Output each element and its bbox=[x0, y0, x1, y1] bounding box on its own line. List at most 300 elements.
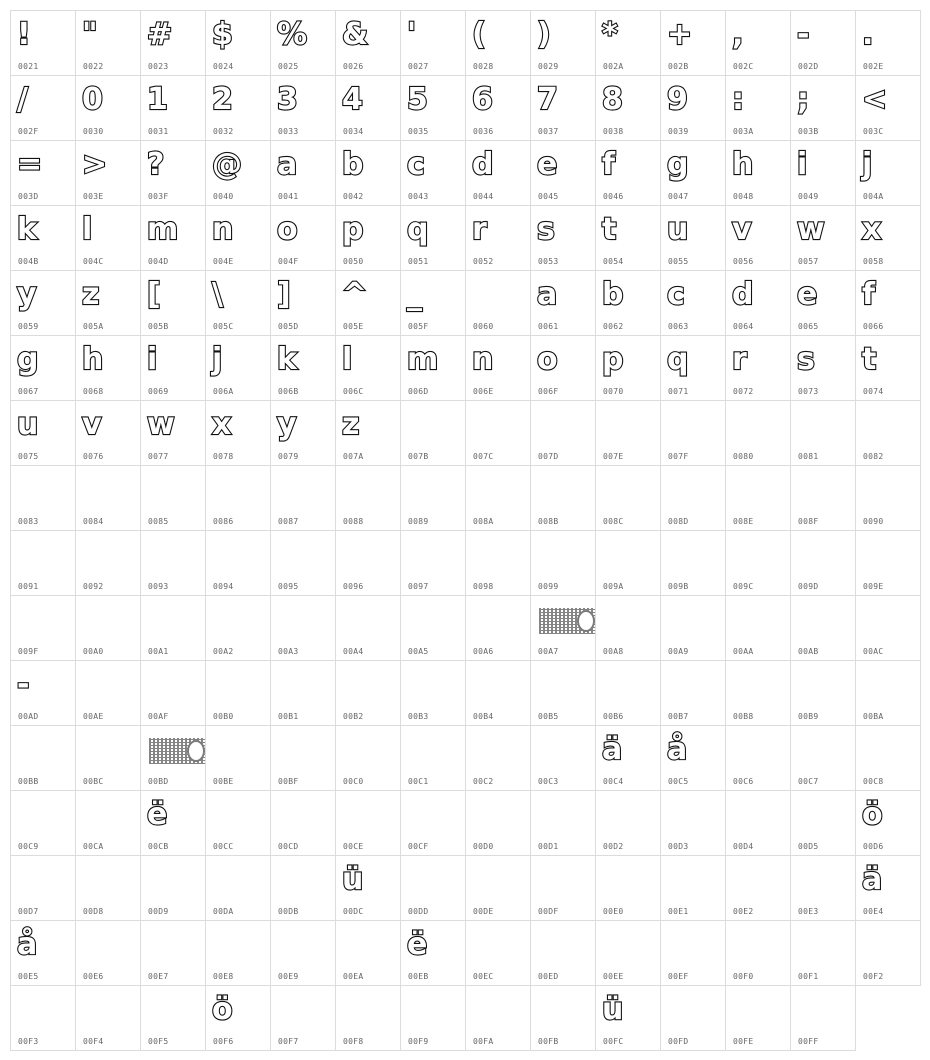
codepoint-label: 004B bbox=[18, 257, 39, 266]
codepoint-label: 00B4 bbox=[473, 712, 494, 721]
glyph-cell-00c0 bbox=[336, 726, 401, 791]
glyph-cell-0038 bbox=[596, 76, 661, 141]
codepoint-label: 00FB bbox=[538, 1037, 559, 1046]
glyph-cell-00fb bbox=[531, 986, 596, 1051]
glyph-cell-0023 bbox=[141, 11, 206, 76]
codepoint-label: 00FC bbox=[603, 1037, 624, 1046]
glyph-cell-0083 bbox=[11, 466, 76, 531]
codepoint-label: 006F bbox=[538, 387, 559, 396]
codepoint-label: 00F2 bbox=[863, 972, 884, 981]
codepoint-label: 0094 bbox=[213, 582, 234, 591]
codepoint-label: 00B9 bbox=[798, 712, 819, 721]
glyph-cell-00e9 bbox=[271, 921, 336, 986]
glyph-cell-003f bbox=[141, 141, 206, 206]
codepoint-label: 008C bbox=[603, 517, 624, 526]
codepoint-label: 0022 bbox=[83, 62, 104, 71]
glyph-char: ) bbox=[537, 17, 551, 52]
glyph-cell-005c bbox=[206, 271, 271, 336]
glyph-cell-009d bbox=[791, 531, 856, 596]
codepoint-label: 005B bbox=[148, 322, 169, 331]
codepoint-label: 0091 bbox=[18, 582, 39, 591]
codepoint-label: 0030 bbox=[83, 127, 104, 136]
glyph-cell-002a bbox=[596, 11, 661, 76]
codepoint-label: 008D bbox=[668, 517, 689, 526]
codepoint-label: 00E6 bbox=[83, 972, 104, 981]
glyph-cell-00e2 bbox=[726, 856, 791, 921]
codepoint-label: 0021 bbox=[18, 62, 39, 71]
noise-glyph-image bbox=[149, 738, 206, 764]
codepoint-label: 0095 bbox=[278, 582, 299, 591]
codepoint-label: 0097 bbox=[408, 582, 429, 591]
glyph-cell-00df bbox=[531, 856, 596, 921]
codepoint-label: 009A bbox=[603, 582, 624, 591]
glyph-cell-004a bbox=[856, 141, 921, 206]
codepoint-label: 00F5 bbox=[148, 1037, 169, 1046]
glyph-char: r bbox=[732, 342, 747, 377]
glyph-cell-00ad bbox=[11, 661, 76, 726]
glyph-cell-0069 bbox=[141, 336, 206, 401]
glyph-char: u bbox=[17, 407, 39, 442]
glyph-cell-00fa bbox=[466, 986, 531, 1051]
glyph-cell-00f3 bbox=[11, 986, 76, 1051]
codepoint-label: 00E0 bbox=[603, 907, 624, 916]
codepoint-label: 0064 bbox=[733, 322, 754, 331]
glyph-char: ë bbox=[407, 927, 428, 962]
glyph-cell-00f7 bbox=[271, 986, 336, 1051]
codepoint-label: 003A bbox=[733, 127, 754, 136]
codepoint-label: 0036 bbox=[473, 127, 494, 136]
glyph-cell-0022 bbox=[76, 11, 141, 76]
glyph-cell-005d bbox=[271, 271, 336, 336]
glyph-cell-008d bbox=[661, 466, 726, 531]
codepoint-label: 00E7 bbox=[148, 972, 169, 981]
glyph-cell-0054 bbox=[596, 206, 661, 271]
codepoint-label: 00B7 bbox=[668, 712, 689, 721]
glyph-cell-00e3 bbox=[791, 856, 856, 921]
codepoint-label: 0051 bbox=[408, 257, 429, 266]
glyph-cell-00da bbox=[206, 856, 271, 921]
glyph-cell-006e bbox=[466, 336, 531, 401]
glyph-char: < bbox=[862, 82, 888, 117]
codepoint-label: 00FE bbox=[733, 1037, 754, 1046]
noise-glyph-image bbox=[539, 608, 596, 634]
glyph-cell-00f2 bbox=[856, 921, 921, 986]
glyph-cell-00b6 bbox=[596, 661, 661, 726]
glyph-char: v bbox=[82, 407, 102, 442]
glyph-cell-00c5 bbox=[661, 726, 726, 791]
glyph-char: k bbox=[277, 342, 297, 377]
codepoint-label: 00B3 bbox=[408, 712, 429, 721]
codepoint-label: 00C0 bbox=[343, 777, 364, 786]
codepoint-label: 00E2 bbox=[733, 907, 754, 916]
glyph-cell-00ba bbox=[856, 661, 921, 726]
glyph-char: > bbox=[82, 147, 108, 182]
glyph-cell-00b1 bbox=[271, 661, 336, 726]
glyph-char: b bbox=[342, 147, 364, 182]
glyph-cell-00f5 bbox=[141, 986, 206, 1051]
codepoint-label: 0093 bbox=[148, 582, 169, 591]
glyph-cell-00e0 bbox=[596, 856, 661, 921]
glyph-cell-009e bbox=[856, 531, 921, 596]
codepoint-label: 0059 bbox=[18, 322, 39, 331]
glyph-cell-0091 bbox=[11, 531, 76, 596]
glyph-cell-00c2 bbox=[466, 726, 531, 791]
codepoint-label: 007B bbox=[408, 452, 429, 461]
glyph-cell-002b bbox=[661, 11, 726, 76]
glyph-cell-0073 bbox=[791, 336, 856, 401]
codepoint-label: 00DA bbox=[213, 907, 234, 916]
codepoint-label: 00C3 bbox=[538, 777, 559, 786]
glyph-cell-0053 bbox=[531, 206, 596, 271]
codepoint-label: 0066 bbox=[863, 322, 884, 331]
codepoint-label: 00AD bbox=[18, 712, 39, 721]
glyph-char: ; bbox=[797, 82, 809, 117]
glyph-char: a bbox=[537, 277, 558, 312]
glyph-char: x bbox=[212, 407, 232, 442]
glyph-cell-00a1 bbox=[141, 596, 206, 661]
codepoint-label: 00A0 bbox=[83, 647, 104, 656]
glyph-cell-0037 bbox=[531, 76, 596, 141]
glyph-char: # bbox=[147, 17, 173, 52]
codepoint-label: 00E1 bbox=[668, 907, 689, 916]
codepoint-label: 002C bbox=[733, 62, 754, 71]
glyph-cell-0041 bbox=[271, 141, 336, 206]
codepoint-label: 0063 bbox=[668, 322, 689, 331]
glyph-cell-00cf bbox=[401, 791, 466, 856]
codepoint-label: 00F1 bbox=[798, 972, 819, 981]
glyph-char: y bbox=[277, 407, 297, 442]
codepoint-label: 0070 bbox=[603, 387, 624, 396]
glyph-char: 7 bbox=[537, 82, 558, 117]
glyph-cell-002d bbox=[791, 11, 856, 76]
codepoint-label: 0084 bbox=[83, 517, 104, 526]
glyph-cell-00bd bbox=[141, 726, 206, 791]
codepoint-label: 00F7 bbox=[278, 1037, 299, 1046]
glyph-cell-003e bbox=[76, 141, 141, 206]
glyph-char: ü bbox=[602, 992, 624, 1027]
glyph-char: - bbox=[797, 17, 810, 52]
codepoint-label: 00A2 bbox=[213, 647, 234, 656]
glyph-cell-0049 bbox=[791, 141, 856, 206]
codepoint-label: 00E9 bbox=[278, 972, 299, 981]
glyph-cell-00fc bbox=[596, 986, 661, 1051]
glyph-char: " bbox=[82, 17, 98, 52]
codepoint-label: 0043 bbox=[408, 192, 429, 201]
codepoint-label: 007F bbox=[668, 452, 689, 461]
glyph-cell-00c6 bbox=[726, 726, 791, 791]
glyph-cell-002f bbox=[11, 76, 76, 141]
codepoint-label: 00F3 bbox=[18, 1037, 39, 1046]
codepoint-label: 00A3 bbox=[278, 647, 299, 656]
glyph-char: e bbox=[537, 147, 558, 182]
glyph-char: s bbox=[797, 342, 815, 377]
glyph-cell-00ab bbox=[791, 596, 856, 661]
codepoint-label: 00B2 bbox=[343, 712, 364, 721]
codepoint-label: 00D0 bbox=[473, 842, 494, 851]
glyph-cell-00bf bbox=[271, 726, 336, 791]
glyph-cell-0028 bbox=[466, 11, 531, 76]
glyph-char: l bbox=[82, 212, 93, 247]
glyph-char: 3 bbox=[277, 82, 298, 117]
glyph-cell-0046 bbox=[596, 141, 661, 206]
codepoint-label: 00CB bbox=[148, 842, 169, 851]
codepoint-label: 00B0 bbox=[213, 712, 234, 721]
codepoint-label: 0096 bbox=[343, 582, 364, 591]
glyph-cell-0086 bbox=[206, 466, 271, 531]
glyph-char: = bbox=[17, 147, 43, 182]
glyph-cell-005a bbox=[76, 271, 141, 336]
codepoint-label: 0041 bbox=[278, 192, 299, 201]
glyph-char: h bbox=[732, 147, 754, 182]
glyph-char: ^ bbox=[342, 277, 368, 312]
codepoint-label: 005A bbox=[83, 322, 104, 331]
glyph-cell-00a7 bbox=[531, 596, 596, 661]
codepoint-label: 003C bbox=[863, 127, 884, 136]
glyph-char: ö bbox=[862, 797, 883, 832]
glyph-char: c bbox=[407, 147, 425, 182]
glyph-cell-00ea bbox=[336, 921, 401, 986]
codepoint-label: 00D2 bbox=[603, 842, 624, 851]
glyph-char: f bbox=[602, 147, 616, 182]
codepoint-label: 0045 bbox=[538, 192, 559, 201]
codepoint-label: 004A bbox=[863, 192, 884, 201]
glyph-cell-007a bbox=[336, 401, 401, 466]
glyph-cell-00ae bbox=[76, 661, 141, 726]
glyph-cell-0078 bbox=[206, 401, 271, 466]
glyph-cell-00d3 bbox=[661, 791, 726, 856]
glyph-cell-00d1 bbox=[531, 791, 596, 856]
glyph-char: l bbox=[342, 342, 353, 377]
glyph-char: + bbox=[667, 17, 693, 52]
codepoint-label: 00EA bbox=[343, 972, 364, 981]
codepoint-label: 0060 bbox=[473, 322, 494, 331]
glyph-cell-0052 bbox=[466, 206, 531, 271]
glyph-cell-0096 bbox=[336, 531, 401, 596]
glyph-cell-00ce bbox=[336, 791, 401, 856]
glyph-char: v bbox=[732, 212, 752, 247]
glyph-cell-0065 bbox=[791, 271, 856, 336]
glyph-cell-0064 bbox=[726, 271, 791, 336]
glyph-cell-008a bbox=[466, 466, 531, 531]
glyph-char: ä bbox=[602, 732, 623, 767]
glyph-char: å bbox=[17, 927, 38, 962]
glyph-cell-0097 bbox=[401, 531, 466, 596]
codepoint-label: 0083 bbox=[18, 517, 39, 526]
codepoint-label: 0038 bbox=[603, 127, 624, 136]
codepoint-label: 00ED bbox=[538, 972, 559, 981]
codepoint-label: 006B bbox=[278, 387, 299, 396]
codepoint-label: 004C bbox=[83, 257, 104, 266]
codepoint-label: 0089 bbox=[408, 517, 429, 526]
codepoint-label: 00B1 bbox=[278, 712, 299, 721]
codepoint-label: 002E bbox=[863, 62, 884, 71]
glyph-cell-00cd bbox=[271, 791, 336, 856]
glyph-cell-00f4 bbox=[76, 986, 141, 1051]
glyph-char: ä bbox=[862, 862, 883, 897]
codepoint-label: 005C bbox=[213, 322, 234, 331]
codepoint-label: 0040 bbox=[213, 192, 234, 201]
glyph-cell-00a4 bbox=[336, 596, 401, 661]
codepoint-label: 0061 bbox=[538, 322, 559, 331]
codepoint-label: 00D3 bbox=[668, 842, 689, 851]
codepoint-label: 0047 bbox=[668, 192, 689, 201]
glyph-cell-00bc bbox=[76, 726, 141, 791]
glyph-cell-00cb bbox=[141, 791, 206, 856]
codepoint-label: 009E bbox=[863, 582, 884, 591]
glyph-char: i bbox=[797, 147, 808, 182]
glyph-cell-00aa bbox=[726, 596, 791, 661]
glyph-cell-00cc bbox=[206, 791, 271, 856]
glyph-cell-00f0 bbox=[726, 921, 791, 986]
codepoint-label: 006D bbox=[408, 387, 429, 396]
codepoint-label: 00F8 bbox=[343, 1037, 364, 1046]
codepoint-label: 0076 bbox=[83, 452, 104, 461]
codepoint-label: 00A8 bbox=[603, 647, 624, 656]
glyph-cell-0094 bbox=[206, 531, 271, 596]
glyph-char: t bbox=[862, 342, 877, 377]
codepoint-label: 00A5 bbox=[408, 647, 429, 656]
glyph-char: & bbox=[342, 17, 369, 52]
glyph-char: ' bbox=[407, 17, 417, 52]
codepoint-label: 00DE bbox=[473, 907, 494, 916]
codepoint-label: 00BC bbox=[83, 777, 104, 786]
glyph-cell-00be bbox=[206, 726, 271, 791]
codepoint-label: 00CA bbox=[83, 842, 104, 851]
glyph-char: g bbox=[667, 147, 689, 182]
glyph-char: 2 bbox=[212, 82, 233, 117]
codepoint-label: 0032 bbox=[213, 127, 234, 136]
codepoint-label: 0075 bbox=[18, 452, 39, 461]
codepoint-label: 00D7 bbox=[18, 907, 39, 916]
glyph-cell-0079 bbox=[271, 401, 336, 466]
glyph-cell-00ed bbox=[531, 921, 596, 986]
glyph-char: f bbox=[862, 277, 876, 312]
codepoint-label: 0054 bbox=[603, 257, 624, 266]
codepoint-label: 00C7 bbox=[798, 777, 819, 786]
glyph-char: 0 bbox=[82, 82, 103, 117]
glyph-char: n bbox=[472, 342, 494, 377]
glyph-char: j bbox=[862, 147, 873, 182]
codepoint-label: 002B bbox=[668, 62, 689, 71]
glyph-cell-00de bbox=[466, 856, 531, 921]
codepoint-label: 00D5 bbox=[798, 842, 819, 851]
glyph-char: w bbox=[797, 212, 825, 247]
codepoint-label: 00C8 bbox=[863, 777, 884, 786]
glyph-char: ] bbox=[277, 277, 291, 312]
glyph-char: a bbox=[277, 147, 298, 182]
codepoint-label: 00E5 bbox=[18, 972, 39, 981]
glyph-cell-0082 bbox=[856, 401, 921, 466]
glyph-cell-0044 bbox=[466, 141, 531, 206]
codepoint-label: 0031 bbox=[148, 127, 169, 136]
glyph-cell-00e8 bbox=[206, 921, 271, 986]
codepoint-label: 006C bbox=[343, 387, 364, 396]
codepoint-label: 00FD bbox=[668, 1037, 689, 1046]
glyph-cell-00d0 bbox=[466, 791, 531, 856]
codepoint-label: 00F4 bbox=[83, 1037, 104, 1046]
glyph-char: o bbox=[537, 342, 558, 377]
glyph-char: - bbox=[17, 667, 30, 702]
codepoint-label: 00B5 bbox=[538, 712, 559, 721]
glyph-char: ö bbox=[212, 992, 233, 1027]
glyph-cell-0032 bbox=[206, 76, 271, 141]
glyph-cell-006b bbox=[271, 336, 336, 401]
codepoint-label: 0068 bbox=[83, 387, 104, 396]
codepoint-label: 0062 bbox=[603, 322, 624, 331]
codepoint-label: 00F9 bbox=[408, 1037, 429, 1046]
glyph-cell-0071 bbox=[661, 336, 726, 401]
codepoint-label: 00A6 bbox=[473, 647, 494, 656]
codepoint-label: 00F6 bbox=[213, 1037, 234, 1046]
codepoint-label: 003F bbox=[148, 192, 169, 201]
glyph-cell-00ec bbox=[466, 921, 531, 986]
glyph-cell-004b bbox=[11, 206, 76, 271]
codepoint-label: 007E bbox=[603, 452, 624, 461]
glyph-cell-009a bbox=[596, 531, 661, 596]
codepoint-label: 00C1 bbox=[408, 777, 429, 786]
glyph-cell-008c bbox=[596, 466, 661, 531]
glyph-char: r bbox=[472, 212, 487, 247]
glyph-cell-006d bbox=[401, 336, 466, 401]
glyph-cell-00ca bbox=[76, 791, 141, 856]
glyph-cell-0027 bbox=[401, 11, 466, 76]
glyph-cell-0043 bbox=[401, 141, 466, 206]
glyph-char: 1 bbox=[147, 82, 168, 117]
codepoint-label: 0029 bbox=[538, 62, 559, 71]
glyph-cell-0084 bbox=[76, 466, 141, 531]
glyph-cell-0033 bbox=[271, 76, 336, 141]
glyph-cell-0045 bbox=[531, 141, 596, 206]
codepoint-label: 00AE bbox=[83, 712, 104, 721]
glyph-cell-00ef bbox=[661, 921, 726, 986]
glyph-char: ë bbox=[147, 797, 168, 832]
glyph-grid bbox=[10, 10, 921, 1051]
glyph-cell-0067 bbox=[11, 336, 76, 401]
codepoint-label: 0074 bbox=[863, 387, 884, 396]
glyph-cell-007f bbox=[661, 401, 726, 466]
glyph-char: q bbox=[407, 212, 429, 247]
codepoint-label: 0078 bbox=[213, 452, 234, 461]
codepoint-label: 008F bbox=[798, 517, 819, 526]
codepoint-label: 00DB bbox=[278, 907, 299, 916]
glyph-cell-0095 bbox=[271, 531, 336, 596]
codepoint-label: 0028 bbox=[473, 62, 494, 71]
glyph-cell-00f1 bbox=[791, 921, 856, 986]
glyph-char: _ bbox=[407, 277, 422, 312]
glyph-cell-0047 bbox=[661, 141, 726, 206]
codepoint-label: 0023 bbox=[148, 62, 169, 71]
glyph-cell-0050 bbox=[336, 206, 401, 271]
glyph-cell-00e5 bbox=[11, 921, 76, 986]
glyph-cell-00a5 bbox=[401, 596, 466, 661]
codepoint-label: 00C9 bbox=[18, 842, 39, 851]
glyph-char: g bbox=[17, 342, 39, 377]
glyph-char: t bbox=[602, 212, 617, 247]
glyph-char: j bbox=[212, 342, 223, 377]
glyph-cell-00b0 bbox=[206, 661, 271, 726]
glyph-cell-0034 bbox=[336, 76, 401, 141]
glyph-cell-0072 bbox=[726, 336, 791, 401]
codepoint-label: 00DD bbox=[408, 907, 429, 916]
glyph-cell-0090 bbox=[856, 466, 921, 531]
codepoint-label: 004D bbox=[148, 257, 169, 266]
codepoint-label: 002F bbox=[18, 127, 39, 136]
glyph-cell-0099 bbox=[531, 531, 596, 596]
glyph-char: n bbox=[212, 212, 234, 247]
codepoint-label: 007A bbox=[343, 452, 364, 461]
glyph-cell-00e6 bbox=[76, 921, 141, 986]
glyph-cell-00d2 bbox=[596, 791, 661, 856]
